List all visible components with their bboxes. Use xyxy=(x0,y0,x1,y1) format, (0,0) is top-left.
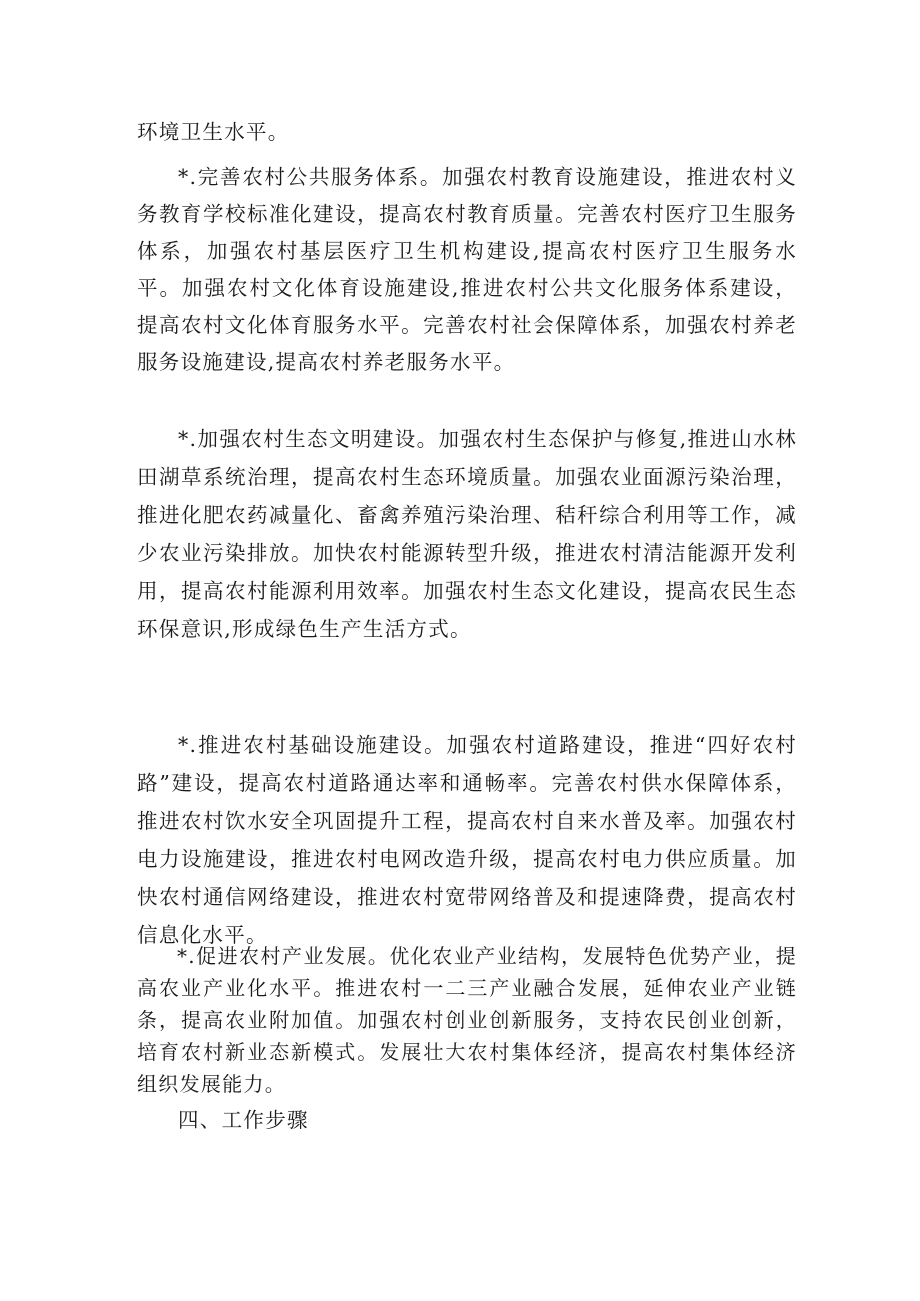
paragraph-infrastructure: *.推进农村基础设施建设。加强农村道路建设，推进“四好农村路”建设，提高农村道路通达率和通畅率。完善农村供水保障体系，推进农村饮水安全巩固提升工程，提高农村自来水普及率。加强农村电力设施建设，推进农村电网改造升级，提高农村电力供应质量。加快农村通信网络建设，推进农村宽带网络普及和提速降费，提高农村信息化水平。 xyxy=(137,733,797,947)
section-heading: 四、工作步骤 xyxy=(178,1108,309,1132)
paragraph-ecology: *.加强农村生态文明建设。加强农村生态保护与修复,推进山水林田湖草系统治理，提高农村生态环境质量。加强农业面源污染治理，推进化肥农药减量化、畜禽养殖污染治理、秸秆综合利用等工作，减少农业污染排放。加快农村能源转型升级，推进农村清洁能源开发利用，提高农村能源利用效率。加强农村生态文化建设，提高农民生态环保意识,形成绿色生产生活方式。 xyxy=(137,427,797,641)
paragraph-public-services: *.完善农村公共服务体系。加强农村教育设施建设，推进农村义务教育学校标准化建设，提高农村教育质量。完善农村医疗卫生服务体系，加强农村基层医疗卫生机构建设,提高农村医疗卫生服务水平。加强农村文化体育设施建设,推进农村公共文化服务体系建设，提高农村文化体育服务水平。完善农村社会保障体系，加强农村养老服务设施建设,提高农村养老服务水平。 xyxy=(137,165,797,374)
paragraph-industry: *.促进农村产业发展。优化农业产业结构，发展特色优势产业，提高农业产业化水平。推进农村一二三产业融合发展，延伸农业产业链条，提高农业附加值。加强农村创业创新服务，支持农民创业创新，培育农村新业态新模式。发展壮大农村集体经济，提高农村集体经济组织发展能力。 xyxy=(137,944,797,1096)
paragraph-continuation: 环境卫生水平。 xyxy=(137,120,290,144)
